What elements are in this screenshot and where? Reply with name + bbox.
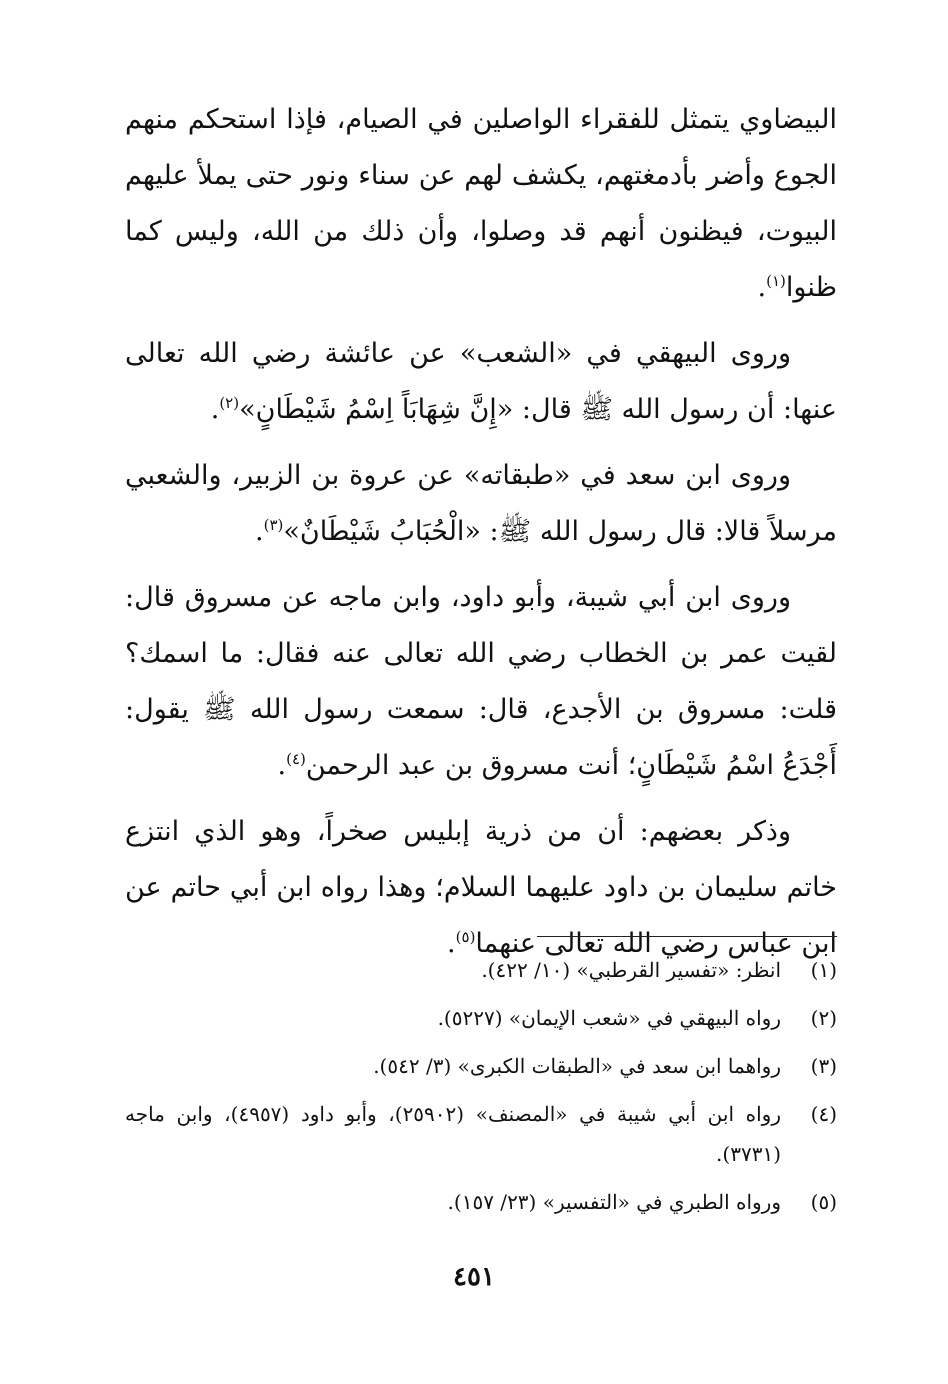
footnote-3: [125, 1046, 837, 1086]
footnote-1: [125, 950, 837, 990]
footnote-number: (٢): [810, 1006, 837, 1030]
paragraph-2-text: وروى البيهقي في «الشعب» عن عائشة رضي الله تعالى عنها: أن رسول الله ﷺ قال: «إِنَّ شِهَابَاً اِسْمُ شَيْطَانٍ»: [125, 338, 837, 425]
paragraph-1-end: .: [757, 272, 767, 303]
footnote-text: رواهما ابن سعد في «الطبقات الكبرى» (٣/ ٥٤٢).: [373, 1054, 781, 1078]
footnote-2: [125, 998, 837, 1038]
footnote-number: (٤): [810, 1102, 837, 1126]
main-text: [125, 92, 837, 982]
paragraph-1: [125, 92, 837, 316]
paragraph-1-text: البيضاوي يتمثل للفقراء الواصلين في الصيام، فإذا استحكم منهم الجوع وأضر بأدمغتهم، يكشف لهم عن سناء ونور حتى يملأ عليهم البيوت، فيظنون أنهم قد وصلوا، وأن ذلك من الله، وليس كما ظنوا: [125, 104, 837, 303]
paragraph-5-text: وذكر بعضهم: أن من ذرية إبليس صخراً، وهو الذي انتزع خاتم سليمان بن داود عليهما السلام؛ وهذا رواه ابن أبي حاتم عن ابن عباس رضي الله تعالى عنهما: [125, 816, 837, 959]
paragraph-3-text: وروى ابن سعد في «طبقاته» عن عروة بن الزبير، والشعبي مرسلاً قالا: قال رسول الله ﷺ: «الْحُبَابُ شَيْطَانٌ»: [125, 460, 837, 547]
paragraph-2: [125, 326, 837, 438]
paragraph-4-text: وروى ابن أبي شيبة، وأبو داود، وابن ماجه عن مسروق قال: لقيت عمر بن الخطاب رضي الله تعالى عنه فقال: ما اسمك؟ قلت: مسروق بن الأجدع، قال: سمعت رسول الله ﷺ يقول: أَجْدَعُ اسْمُ شَيْطَانٍ؛ أنت مسروق بن عبد الرحمن: [125, 582, 837, 781]
paragraph-4-end: .: [277, 750, 287, 781]
footnote-5: [125, 1182, 837, 1222]
paragraph-3-end: .: [255, 516, 264, 547]
footnote-text: انظر: «تفسير القرطبي» (١٠/ ٤٢٢).: [481, 958, 781, 982]
footnote-4: [125, 1094, 837, 1174]
footnotes: [125, 950, 837, 1230]
footnote-ref-3[interactable]: (٣): [263, 516, 284, 534]
paragraph-5: [125, 804, 837, 972]
footnote-ref-1[interactable]: (١): [766, 272, 786, 290]
footnote-text: ورواه الطبري في «التفسير» (٢٣/ ١٥٧).: [447, 1190, 781, 1214]
paragraph-3: [125, 448, 837, 560]
paragraph-4: [125, 570, 837, 794]
footnote-ref-5[interactable]: (٥): [455, 928, 476, 946]
footnote-number: (٣): [810, 1054, 837, 1078]
footnote-number: (١): [810, 958, 837, 982]
footnote-number: (٥): [810, 1190, 837, 1214]
footnote-ref-2[interactable]: (٢): [219, 394, 240, 412]
footnote-ref-4[interactable]: (٤): [286, 750, 306, 768]
footnote-separator: [537, 936, 837, 937]
paragraph-2-end: .: [210, 394, 220, 425]
footnote-text: رواه البيهقي في «شعب الإيمان» (٥٢٢٧).: [437, 1006, 781, 1030]
footnote-text: رواه ابن أبي شيبة في «المصنف» (٢٥٩٠٢)، وأبو داود (٤٩٥٧)، وابن ماجه (٣٧٣١).: [125, 1102, 781, 1166]
page-number: ٤٥١: [453, 1262, 495, 1292]
paragraph-5-end: .: [447, 928, 456, 959]
